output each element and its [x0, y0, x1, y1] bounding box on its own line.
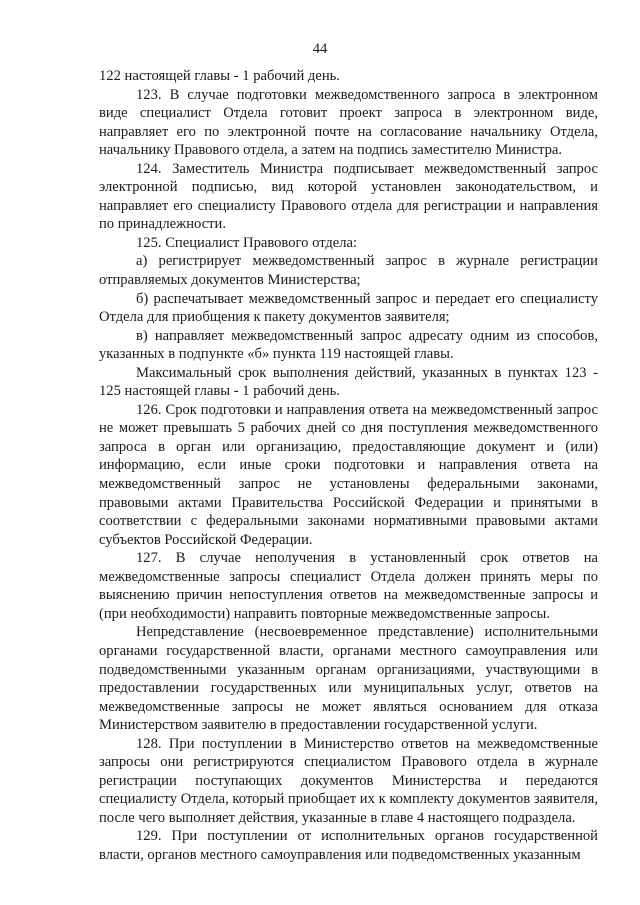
paragraph-125-item-c: в) направляет межведомственный запрос адресату одним из способов, указанных в подпункте «б» пункта 119 настоящей главы. [99, 327, 598, 363]
paragraph-max-term: Максимальный срок выполнения действий, указанных в пунктах 123 - 125 настоящей главы - 1 рабочий день. [99, 364, 598, 400]
page-number: 44 [312, 41, 328, 57]
document-body [99, 67, 598, 865]
paragraph-125-item-a: а) регистрирует межведомственный запрос в журнале регистрации отправляемых документов Министерства; [99, 253, 598, 289]
paragraph-124: 124. Заместитель Министра подписывает межведомственный запрос электронной подписью, вид которой установлен законодательством, и направляет его специалисту Правового отдела для регистрации и направления по принадлежности. [99, 160, 598, 233]
paragraph-125-item-b: б) распечатывает межведомственный запрос и передает его специалисту Отдела для приобщения к пакету документов заявителя; [99, 290, 598, 326]
paragraph-127: 127. В случае неполучения в установленный срок ответов на межведомственные запросы специалист Отдела должен принять меры по выяснению причин непоступления ответов на межведомственные запросы и (при необходимости) направить повторные межведомственные запросы. [99, 550, 598, 622]
paragraph-129: 129. При поступлении от исполнительных органов государственной власти, органов местного самоуправления или подведомственных указанным [99, 828, 598, 863]
paragraph-126: 126. Срок подготовки и направления ответа на межведомственный запрос не может превышать 5 рабочих дней со дня поступления межведомственного запроса в орган или организацию, предоставляющие документ и (или) информацию, если иные сроки подготовки и направления ответа на межведомственный запрос не установлены федеральными законами, правовыми актами Правительства Российской Федерации и принятыми в соответствии с федеральными законами нормативными правовыми актами субъектов Российской Федерации. [99, 401, 598, 548]
paragraph-123: 123. В случае подготовки межведомственного запроса в электронном виде специалист Отдела готовит проект запроса в электронном виде, направляет его по электронной почте на согласование начальнику Отдела, начальнику Правового отдела, а затем на подпись заместителю Министра. [99, 86, 598, 159]
paragraph-continuation: 122 настоящей главы - 1 рабочий день. [99, 68, 340, 84]
paragraph-128: 128. При поступлении в Министерство ответов на межведомственные запросы они регистрируются специалистом Правового отдела в журнале регистрации поступающих документов Министерства и передаются специалисту Отдела, который приобщает их к комплекту документов заявителя, после чего выполняет действия, указанные в главе 4 настоящего подраздела. [99, 735, 598, 826]
paragraph-nonsubmission: Непредставление (несвоевременное представление) исполнительными органами государственной власти, органами местного самоуправления или подведомственными указанным органам организациями, участвующими в предоставлении государственных или муниципальных услуг, ответов на межведомственные запросы не может являться основанием для отказа Министерством заявителю в предоставлении государственной услуги. [99, 624, 598, 734]
paragraph-125: 125. Специалист Правового отдела: [136, 234, 358, 251]
